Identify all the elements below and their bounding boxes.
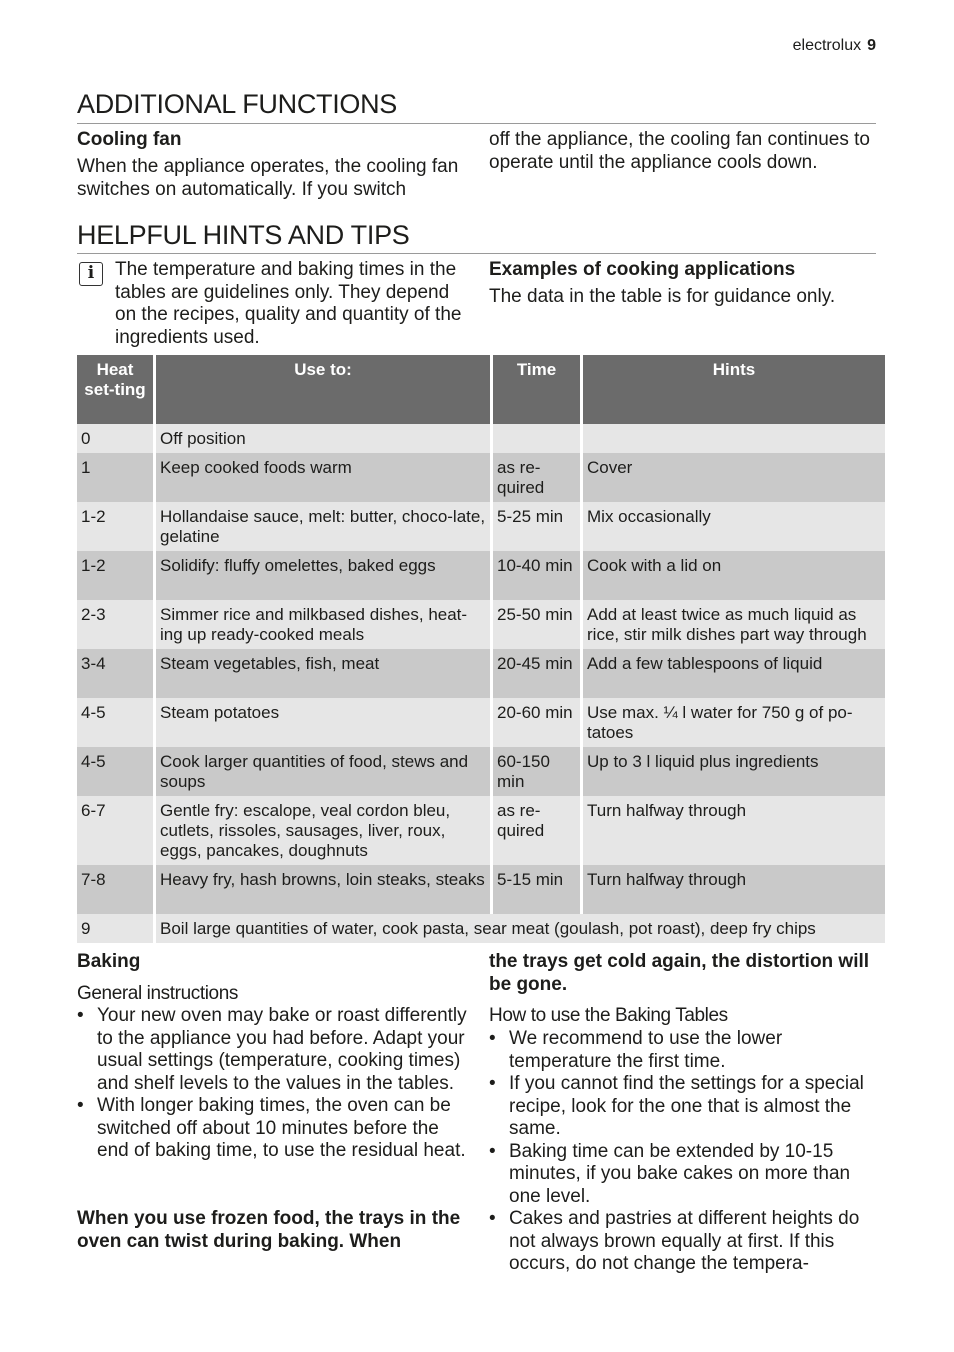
page-number: 9 <box>867 37 876 54</box>
general-instructions-list <box>77 1005 467 1163</box>
cell-hint: Add a few tablespoons of liquid <box>583 649 885 698</box>
brand-name: electrolux <box>792 37 862 54</box>
cell-hint: Turn halfway through <box>583 796 885 865</box>
table-header-row <box>77 355 885 424</box>
frozen-food-warning: When you use frozen food, the trays in the oven can twist during baking. When <box>77 1208 461 1252</box>
cell-time: as re-quired <box>493 453 580 502</box>
cell-use: Boil large quantities of water, cook pasta, sear meat (goulash, pot roast), deep fry chips <box>156 914 885 943</box>
section-divider <box>77 253 876 254</box>
cell-time: 5-15 min <box>493 865 580 914</box>
examples-title: Examples of cooking applications <box>489 259 796 280</box>
cooling-fan-text-right: off the appliance, the cooling fan continues to operate until the appliance cools down. <box>489 129 870 173</box>
cell-hint: Use max. ¼ l water for 750 g of po-tatoes <box>583 698 885 747</box>
info-icon: i <box>79 262 103 286</box>
cell-heat: 9 <box>77 914 153 943</box>
cell-use: Keep cooked foods warm <box>156 453 490 502</box>
helpful-hints-heading: HELPFUL HINTS AND TIPS <box>77 220 410 250</box>
cell-hint <box>583 424 885 453</box>
cooking-table <box>74 355 888 943</box>
additional-functions-heading: ADDITIONAL FUNCTIONS <box>77 89 398 119</box>
frozen-food-warning-cont: the trays get cold again, the distortion will be gone. <box>489 951 870 995</box>
cell-heat: 6-7 <box>77 796 153 865</box>
table-row <box>77 453 885 502</box>
cell-heat: 1-2 <box>77 502 153 551</box>
baking-title: Baking <box>77 951 141 972</box>
list-item: • If you cannot find the settings for a special recipe, look for the one that is almost the same. <box>489 1073 879 1141</box>
cooling-fan-text-left: When the appliance operates, the cooling fan switches on automatically. If you switch <box>77 156 459 200</box>
cell-use: Solidify: fluffy omelettes, baked eggs <box>156 551 490 600</box>
cell-use: Cook larger quantities of food, stews and soups <box>156 747 490 796</box>
cell-heat: 3-4 <box>77 649 153 698</box>
cell-use: Steam vegetables, fish, meat <box>156 649 490 698</box>
examples-text: The data in the table is for guidance only. <box>489 286 836 307</box>
cell-time: 5-25 min <box>493 502 580 551</box>
cell-hint: Cover <box>583 453 885 502</box>
cell-use: Hollandaise sauce, melt: butter, choco-late, gelatine <box>156 502 490 551</box>
list-item: • We recommend to use the lower temperature the first time. <box>489 1028 879 1073</box>
cell-time: 20-60 min <box>493 698 580 747</box>
howto-list <box>489 1028 879 1276</box>
table-row <box>77 502 885 551</box>
col-header-hints: Hints <box>583 355 885 424</box>
cell-hint: Turn halfway through <box>583 865 885 914</box>
cell-use: Heavy fry, hash browns, loin steaks, steaks <box>156 865 490 914</box>
cell-hint: Mix occasionally <box>583 502 885 551</box>
list-item: • Your new oven may bake or roast differently to the appliance you had before. Adapt your usual settings (temperature, cooking times) and shelf levels to the values in the tables. <box>77 1005 467 1095</box>
table-row <box>77 698 885 747</box>
table-row <box>77 649 885 698</box>
table-row <box>77 424 885 453</box>
col-header-use: Use to: <box>156 355 490 424</box>
general-instructions-title: General instructions <box>77 983 238 1004</box>
cell-heat: 2-3 <box>77 600 153 649</box>
cell-time <box>493 424 580 453</box>
cell-use: Gentle fry: escalope, veal cordon bleu, cutlets, rissoles, sausages, liver, roux, eggs, pancakes, doughnuts <box>156 796 490 865</box>
cell-time: 60-150 min <box>493 747 580 796</box>
list-item: • Cakes and pastries at different heights do not always brown equally at first. If this occurs, do not change the tempera- <box>489 1208 879 1276</box>
cell-time: as re-quired <box>493 796 580 865</box>
table-row <box>77 551 885 600</box>
cell-heat: 4-5 <box>77 747 153 796</box>
cell-time: 10-40 min <box>493 551 580 600</box>
col-header-heat: Heat set-ting <box>77 355 153 424</box>
page-header <box>793 37 876 55</box>
table-row <box>77 600 885 649</box>
howto-title: How to use the Baking Tables <box>489 1005 728 1026</box>
col-header-time: Time <box>493 355 580 424</box>
cooling-fan-subtitle: Cooling fan <box>77 129 182 150</box>
cell-hint: Add at least twice as much liquid as rice, stir milk dishes part way through <box>583 600 885 649</box>
cell-heat: 1-2 <box>77 551 153 600</box>
cell-hint: Up to 3 l liquid plus ingredients <box>583 747 885 796</box>
table-row <box>77 914 885 943</box>
list-item: • Baking time can be extended by 10-15 minutes, if you bake cakes on more than one level. <box>489 1141 879 1209</box>
table-row <box>77 865 885 914</box>
cell-time: 25-50 min <box>493 600 580 649</box>
cell-use: Simmer rice and milkbased dishes, heat-ing up ready-cooked meals <box>156 600 490 649</box>
cell-heat: 0 <box>77 424 153 453</box>
list-item: • With longer baking times, the oven can be switched off about 10 minutes before the end of baking time, to use the residual heat. <box>77 1095 467 1163</box>
cell-use: Steam potatoes <box>156 698 490 747</box>
section-divider <box>77 123 876 124</box>
cell-use: Off position <box>156 424 490 453</box>
cell-heat: 4-5 <box>77 698 153 747</box>
table-row <box>77 747 885 796</box>
cell-hint: Cook with a lid on <box>583 551 885 600</box>
info-note-text: The temperature and baking times in the tables are guidelines only. They depend on the recipes, quality and quantity of the ingredients used. <box>115 259 462 348</box>
cell-heat: 1 <box>77 453 153 502</box>
table-row <box>77 796 885 865</box>
cell-heat: 7-8 <box>77 865 153 914</box>
table-body <box>77 424 885 943</box>
cell-time: 20-45 min <box>493 649 580 698</box>
